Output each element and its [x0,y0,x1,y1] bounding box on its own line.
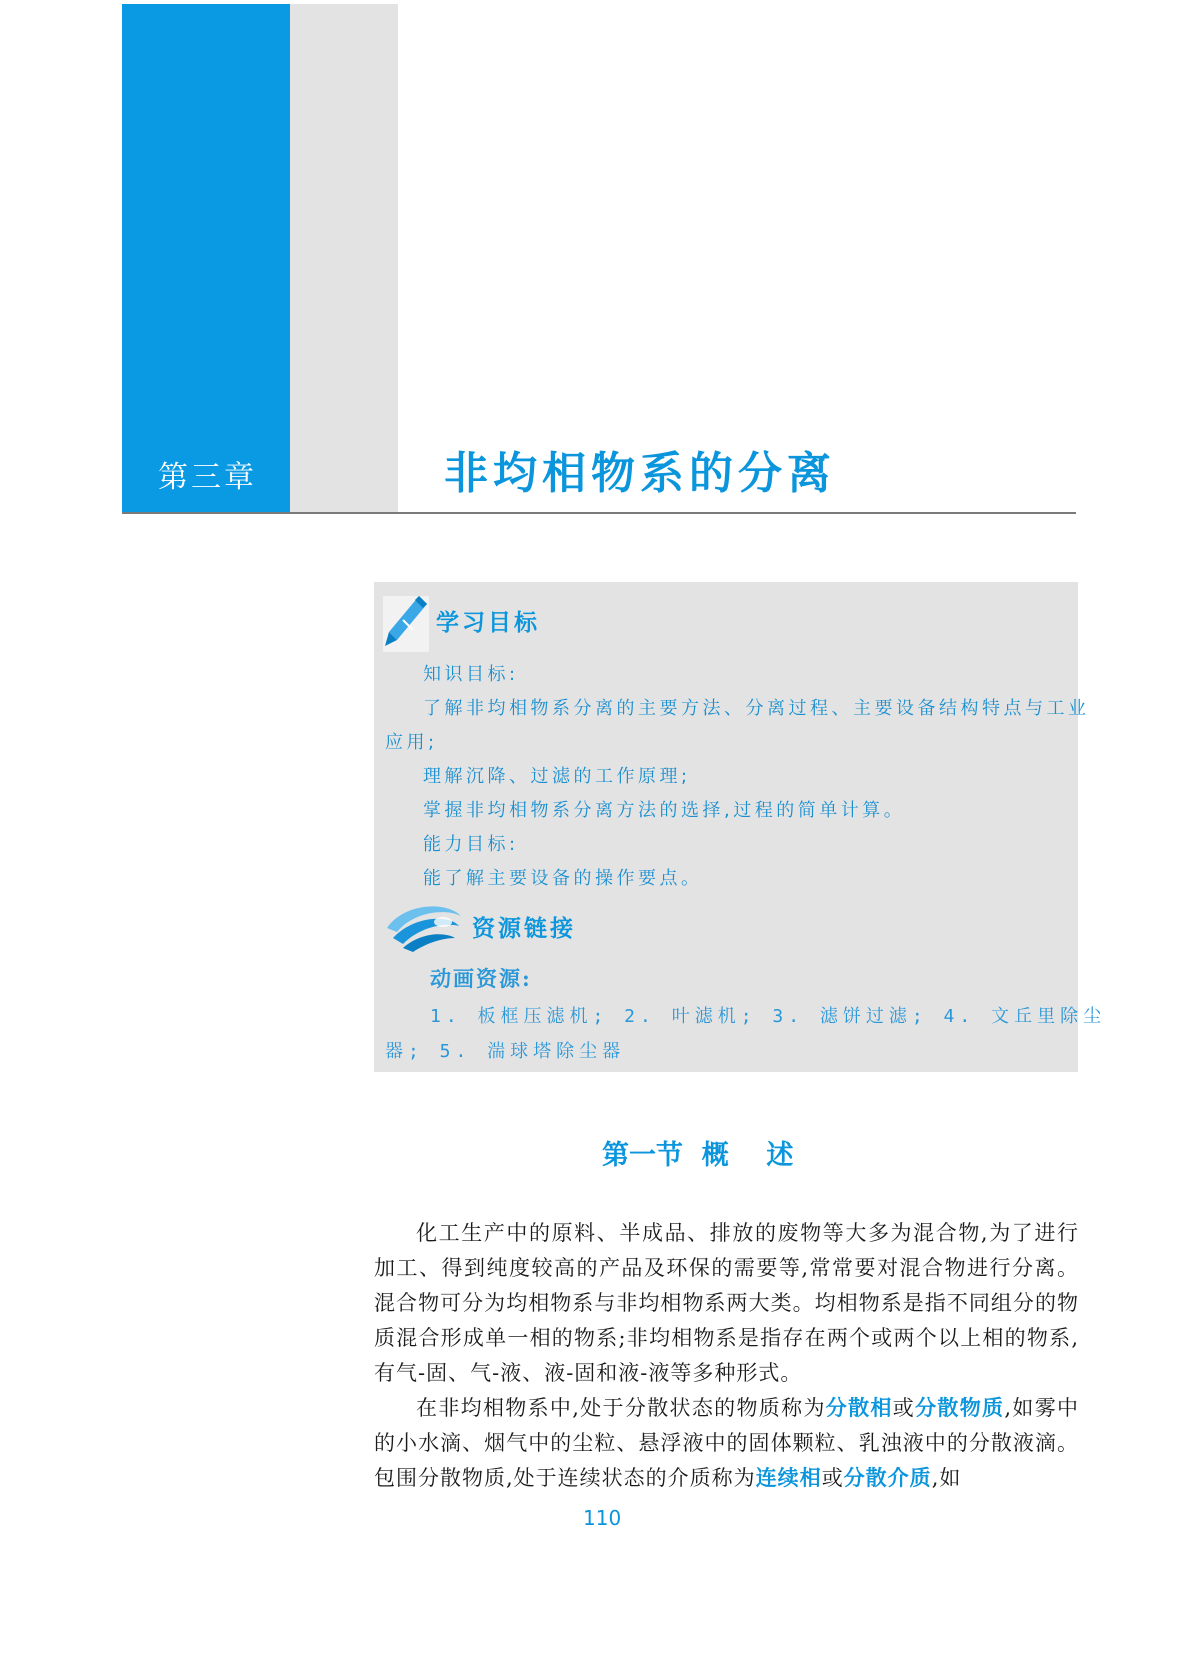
paragraph-text: 化工生产中的原料、半成品、排放的废物等大多为混合物,为了进行加工、得到纯度较高的产品及环保的需要等,常常要对混合物进行分离。混合物可分为均相物系与非均相物系两大类。均相物系是指不同组分的物质混合形成单一相的物系;非均相物系是指存在两个或两个以上相的物系,有气-固、气-液、液-固和液-液等多种形式。 [374,1221,1079,1385]
header-divider [122,512,1076,514]
paragraph [374,1391,1079,1496]
objectives-line: 了解非均相物系分离的主要方法、分离过程、主要设备结构特点与工业 [423,698,1090,719]
chapter-gray-bar [290,4,398,512]
paragraph-text [374,1391,1079,1496]
paragraph [374,1216,1079,1391]
term-highlight: 连续相 [755,1466,822,1490]
text-run: 在非均相物系中,处于分散状态的物质称为 [416,1396,826,1420]
resources-line: 1. 板框压滤机; 2. 叶滤机; 3. 滤饼过滤; 4. 文丘里除尘 [430,1006,1107,1027]
page-number: 110 [583,1506,622,1530]
text-run: 或 [892,1396,916,1420]
section-title: 第一节 概 述 [602,1140,794,1171]
text-run: 或 [821,1466,844,1490]
objectives-line: 理解沉降、过滤的工作原理; [423,766,691,787]
pen-icon [383,594,429,652]
objectives-line: 能了解主要设备的操作要点。 [423,868,703,889]
resources-subheading: 动画资源: [430,966,532,991]
resources-heading: 资源链接 [472,916,576,942]
swirl-icon [383,898,465,954]
objectives-line: 应用; [385,732,438,753]
chapter-color-bar [122,4,290,512]
chapter-label: 第三章 [158,460,257,495]
objectives-heading: 学习目标 [436,610,540,636]
resources-line: 器; 5. 湍球塔除尘器 [385,1041,626,1062]
term-highlight: 分散相 [825,1396,893,1420]
objectives-line: 知识目标: [423,664,519,685]
objectives-line: 能力目标: [423,834,519,855]
term-highlight: 分散介质 [843,1466,932,1490]
objectives-line: 掌握非均相物系分离方法的选择,过程的简单计算。 [423,800,906,821]
text-run: ,如 [931,1466,962,1490]
term-highlight: 分散物质 [915,1396,1005,1420]
learning-objectives-box [374,582,1078,1072]
text-run: ,如雾中的小水滴、烟气中的尘粒、悬浮液中的固体颗粒、乳浊液中的分散液滴。包围分散物质,处于连续状态的介质称为 [374,1396,1080,1490]
chapter-title: 非均相物系的分离 [444,448,836,499]
